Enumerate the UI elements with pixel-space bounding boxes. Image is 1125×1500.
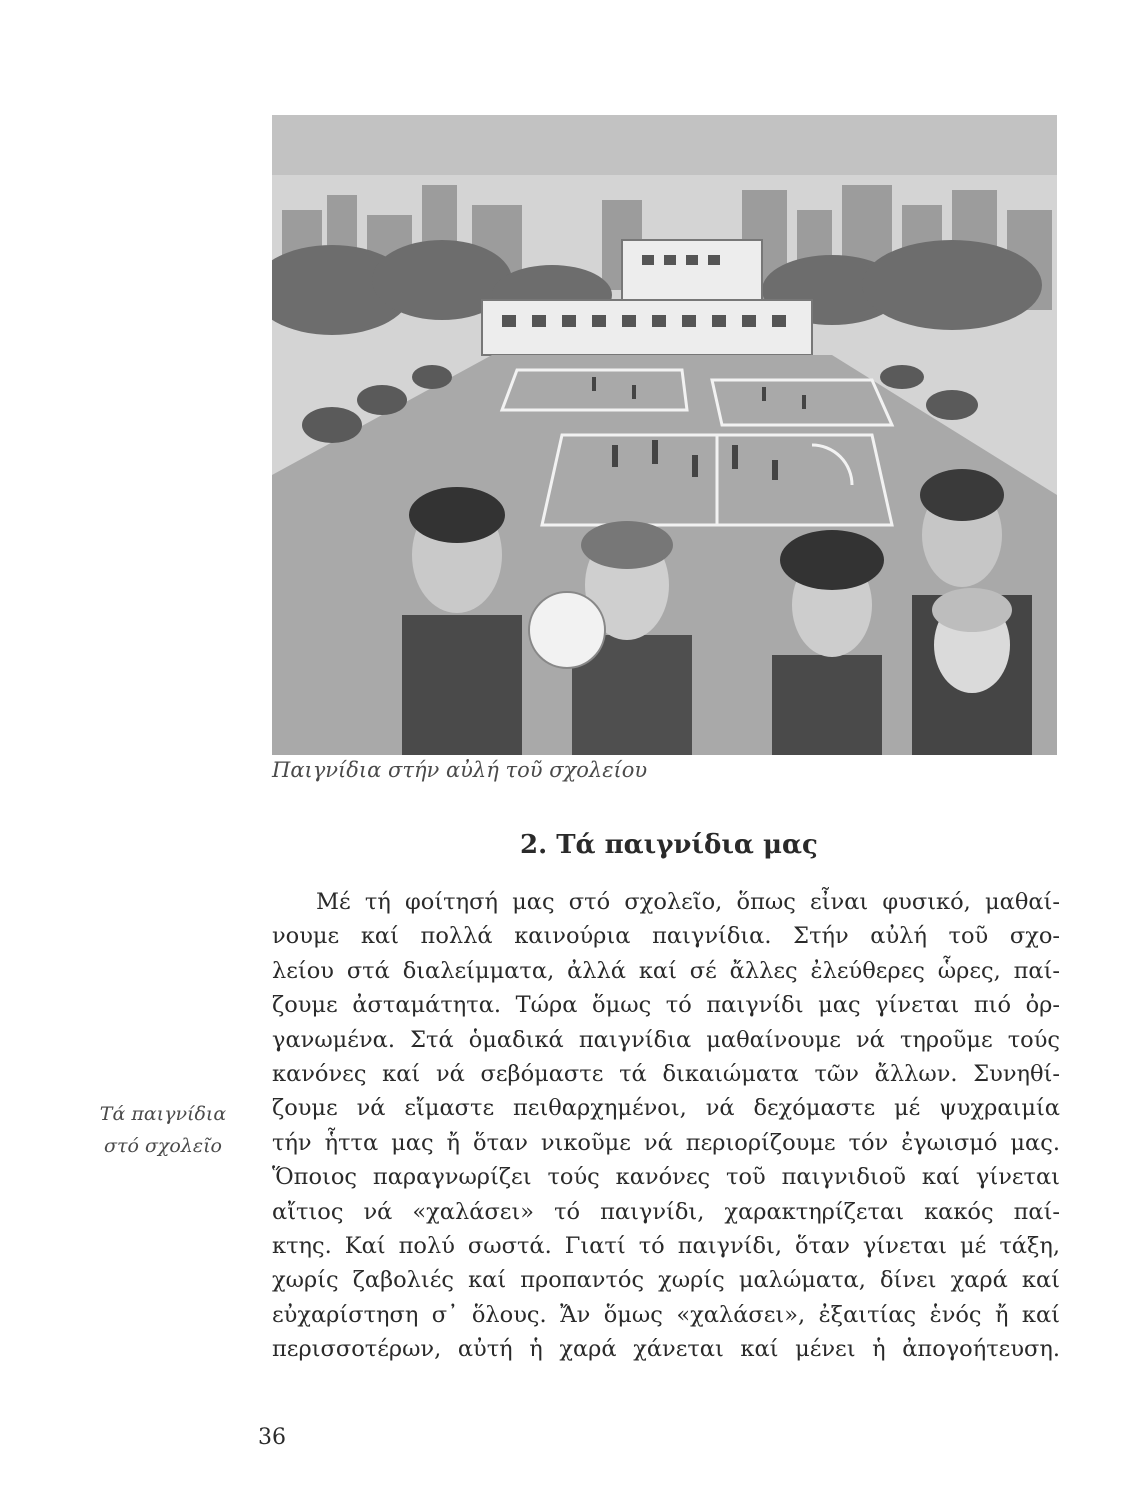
body-line: ζουμε νά εἴμαστε πειθαρχημένοι, νά δεχόμαστε μέ ψυχραιμία	[272, 1095, 1060, 1122]
body-line: εὐχαρίστηση σ᾽ ὅλους. Ἄν ὅμως «χαλάσει», ἐξαιτίας ἑνός ἤ καί	[272, 1301, 1060, 1328]
body-line: περισσοτέρων, αὐτή ἡ χαρά χάνεται καί μένει ἡ ἀπογοήτευση.	[272, 1336, 1060, 1363]
body-line: Μέ τή φοίτησή μας στό σχολεῖο, ὅπως εἶναι φυσικό, μαθαί-	[316, 889, 1060, 915]
body-line: νουμε καί πολλά καινούρια παιγνίδια. Στήν αὐλή τοῦ σχο-	[272, 923, 1060, 950]
body-paragraph	[272, 885, 1060, 1367]
body-line: χωρίς ζαβολιές καί προπαντός χωρίς μαλώματα, δίνει χαρά καί	[272, 1267, 1060, 1294]
body-line: αἴτιος νά «χαλάσει» τό παιγνίδι, χαρακτηρίζεται κακός παί-	[272, 1198, 1060, 1225]
body-line: κανόνες καί νά σεβόμαστε τά δικαιώματα τῶν ἄλλων. Συνηθί-	[272, 1061, 1060, 1088]
figure-caption: Παιγνίδια στήν αὐλή τοῦ σχολείου	[272, 758, 648, 782]
body-line: γανωμένα. Στά ὁμαδικά παιγνίδια μαθαίνουμε νά τηροῦμε τούς	[272, 1026, 1060, 1053]
margin-note-line: στό σχολεῖο	[103, 1135, 222, 1157]
body-line: ζουμε ἀσταμάτητα. Τώρα ὅμως τό παιγνίδι μας γίνεται πιό ὀρ-	[272, 992, 1060, 1019]
body-line: κτης. Καί πολύ σωστά. Γιατί τό παιγνίδι, ὅταν γίνεται μέ τάξη,	[272, 1233, 1060, 1260]
section-heading: 2. Τά παιγνίδια μας	[520, 830, 818, 860]
illustration-drawing	[272, 115, 1057, 755]
body-line: λείου στά διαλείμματα, ἀλλά καί σέ ἄλλες ἐλεύθερες ὧρες, παί-	[272, 957, 1060, 984]
margin-note-line: Τά παιγνίδια	[99, 1103, 227, 1125]
schoolyard-illustration	[272, 115, 1057, 755]
body-line: τήν ἧττα μας ἤ ὅταν νικοῦμε νά περιορίζουμε τόν ἐγωισμό μας.	[272, 1129, 1060, 1156]
margin-note	[88, 1098, 238, 1162]
body-line: Ὅποιος παραγνωρίζει τούς κανόνες τοῦ παιγνιδιοῦ καί γίνεται	[272, 1164, 1060, 1191]
page-number: 36	[258, 1425, 286, 1450]
